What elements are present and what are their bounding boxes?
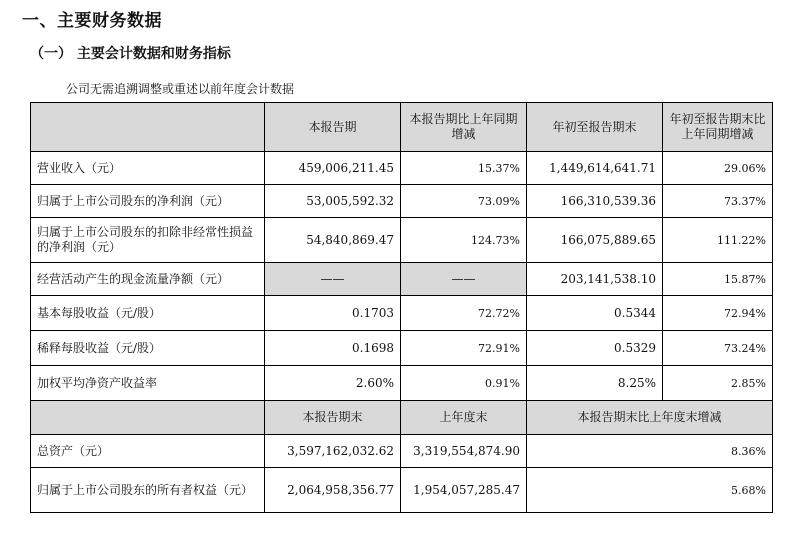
cell-value: 15.37% <box>401 152 527 185</box>
cell-value: —— <box>265 263 401 296</box>
cell-value: 54,840,869.47 <box>265 218 401 263</box>
financial-data-table <box>30 102 773 513</box>
header-ytd: 年初至报告期末 <box>527 103 663 152</box>
cell-value: 73.37% <box>663 185 773 218</box>
cell-value: 459,006,211.45 <box>265 152 401 185</box>
table-row <box>31 296 773 331</box>
cell-value: 3,319,554,874.90 <box>401 435 527 468</box>
cell-value: 0.5329 <box>527 331 663 366</box>
row-label: 归属于上市公司股东的所有者权益（元） <box>31 468 265 513</box>
cell-value: 124.73% <box>401 218 527 263</box>
cell-value: 111.22% <box>663 218 773 263</box>
cell-value: 166,075,889.65 <box>527 218 663 263</box>
header-empty-cell <box>31 401 265 435</box>
row-label: 总资产（元） <box>31 435 265 468</box>
cell-value: 8.36% <box>527 435 773 468</box>
table-row <box>31 185 773 218</box>
row-label: 稀释每股收益（元/股） <box>31 331 265 366</box>
cell-value: 73.09% <box>401 185 527 218</box>
cell-value: 2,064,958,356.77 <box>265 468 401 513</box>
header-current-period-change: 本报告期比上年同期增减 <box>401 103 527 152</box>
row-label: 加权平均净资产收益率 <box>31 366 265 401</box>
cell-value: 1,449,614,641.71 <box>527 152 663 185</box>
header-period-end-change: 本报告期末比上年度末增减 <box>527 401 773 435</box>
cell-value: 72.91% <box>401 331 527 366</box>
table-row <box>31 263 773 296</box>
header-period-end: 本报告期末 <box>265 401 401 435</box>
section-title: 一、主要财务数据 <box>22 11 162 31</box>
row-label: 归属于上市公司股东的扣除非经常性损益的净利润（元） <box>31 218 265 263</box>
table-row <box>31 435 773 468</box>
cell-value: 166,310,539.36 <box>527 185 663 218</box>
cell-value: 0.1698 <box>265 331 401 366</box>
header-empty-cell <box>31 103 265 152</box>
note-text: 公司无需追溯调整或重述以前年度会计数据 <box>66 82 295 96</box>
header-ytd-change: 年初至报告期末比上年同期增减 <box>663 103 773 152</box>
table-row <box>31 468 773 513</box>
cell-value: 203,141,538.10 <box>527 263 663 296</box>
cell-value: 0.1703 <box>265 296 401 331</box>
cell-value: 0.5344 <box>527 296 663 331</box>
cell-value: —— <box>401 263 527 296</box>
cell-value: 53,005,592.32 <box>265 185 401 218</box>
row-label: 经营活动产生的现金流量净额（元） <box>31 263 265 296</box>
cell-value: 8.25% <box>527 366 663 401</box>
cell-value: 29.06% <box>663 152 773 185</box>
cell-value: 3,597,162,032.62 <box>265 435 401 468</box>
cell-value: 0.91% <box>401 366 527 401</box>
subsection-title: （一） 主要会计数据和财务指标 <box>30 46 231 62</box>
cell-value: 2.85% <box>663 366 773 401</box>
row-label: 基本每股收益（元/股） <box>31 296 265 331</box>
cell-value: 15.87% <box>663 263 773 296</box>
header-prior-year-end: 上年度末 <box>401 401 527 435</box>
row-label: 营业收入（元） <box>31 152 265 185</box>
header-current-period: 本报告期 <box>265 103 401 152</box>
cell-value: 72.72% <box>401 296 527 331</box>
table-header-row <box>31 401 773 435</box>
table-row <box>31 366 773 401</box>
cell-value: 1,954,057,285.47 <box>401 468 527 513</box>
row-label: 归属于上市公司股东的净利润（元） <box>31 185 265 218</box>
cell-value: 2.60% <box>265 366 401 401</box>
cell-value: 73.24% <box>663 331 773 366</box>
table-row <box>31 331 773 366</box>
cell-value: 5.68% <box>527 468 773 513</box>
table-header-row <box>31 103 773 152</box>
table-row <box>31 218 773 263</box>
cell-value: 72.94% <box>663 296 773 331</box>
table-row <box>31 152 773 185</box>
